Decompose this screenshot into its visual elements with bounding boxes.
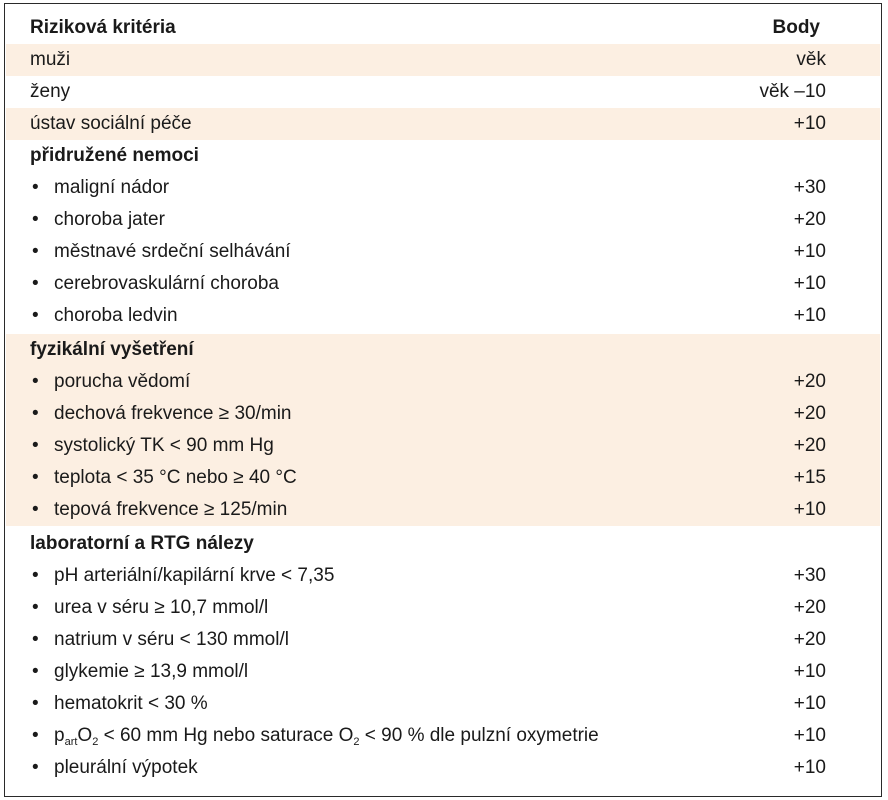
row-points: +30 bbox=[793, 177, 826, 198]
row-points: +10 bbox=[793, 693, 826, 714]
row-points: +15 bbox=[793, 467, 826, 488]
row-label: • teplota < 35 °C nebo ≥ 40 °C bbox=[32, 467, 297, 488]
table-row bbox=[6, 560, 880, 592]
table-row bbox=[6, 236, 880, 268]
row-label: • cerebrovaskulární choroba bbox=[32, 273, 279, 294]
table-row bbox=[6, 494, 880, 526]
row-points: +20 bbox=[793, 371, 826, 392]
row-label: ženy bbox=[30, 81, 71, 102]
row-points: +10 bbox=[793, 725, 826, 746]
table-row bbox=[6, 592, 880, 624]
table-row bbox=[6, 462, 880, 494]
bullet-icon: • bbox=[32, 693, 39, 714]
table-row bbox=[6, 366, 880, 398]
row-points: +20 bbox=[793, 403, 826, 424]
table-row bbox=[6, 688, 880, 720]
bullet-icon: • bbox=[32, 403, 39, 424]
table-row bbox=[6, 204, 880, 236]
table-row bbox=[6, 720, 880, 752]
table-row bbox=[6, 76, 880, 108]
row-label: • systolický TK < 90 mm Hg bbox=[32, 435, 274, 456]
bullet-icon: • bbox=[32, 305, 39, 326]
row-points: +10 bbox=[793, 113, 826, 134]
bullet-icon: • bbox=[32, 177, 39, 198]
row-label: • $p_{art}O_2 < 60$ mm Hg nebo saturace $O_2 < 90$ % dle pulzní oxymetrie bbox=[32, 725, 599, 748]
bullet-icon: • bbox=[32, 209, 39, 230]
section-heading bbox=[6, 140, 880, 172]
bullet-icon: • bbox=[32, 241, 39, 262]
row-label: • hematokrit < 30 % bbox=[32, 693, 208, 714]
bullet-icon: • bbox=[32, 629, 39, 650]
row-points: +20 bbox=[793, 629, 826, 650]
row-label: • glykemie ≥ 13,9 mmol/l bbox=[32, 661, 249, 682]
row-label: ústav sociální péče bbox=[30, 113, 192, 134]
row-points: +10 bbox=[793, 757, 826, 778]
row-label: • městnavé srdeční selhávání bbox=[32, 241, 291, 262]
row-points: +20 bbox=[793, 209, 826, 230]
row-points: věk bbox=[796, 49, 826, 70]
section-heading bbox=[6, 528, 880, 560]
table-row bbox=[6, 44, 880, 76]
section-title: fyzikální vyšetření bbox=[30, 339, 194, 360]
row-label: • natrium v séru < 130 mmol/l bbox=[32, 629, 289, 650]
table-row bbox=[6, 656, 880, 688]
row-label: muži bbox=[30, 49, 71, 70]
row-points: +10 bbox=[793, 499, 826, 520]
row-points: +20 bbox=[793, 597, 826, 618]
row-label: • porucha vědomí bbox=[32, 371, 191, 392]
criteria-header: Riziková kritéria bbox=[30, 17, 176, 38]
table-row bbox=[6, 398, 880, 430]
row-label: • choroba jater bbox=[32, 209, 165, 230]
table-row bbox=[6, 268, 880, 300]
section-title: laboratorní a RTG nálezy bbox=[30, 533, 254, 554]
row-label: • pH arteriální/kapilární krve < 7,35 bbox=[32, 565, 335, 586]
row-label: • maligní nádor bbox=[32, 177, 170, 198]
bullet-icon: • bbox=[32, 435, 39, 456]
row-points: +10 bbox=[793, 273, 826, 294]
risk-criteria-table bbox=[4, 3, 882, 797]
row-points: +20 bbox=[793, 435, 826, 456]
section-title: přidružené nemoci bbox=[30, 145, 199, 166]
row-label: • urea v séru ≥ 10,7 mmol/l bbox=[32, 597, 269, 618]
bullet-icon: • bbox=[32, 467, 39, 488]
table-row bbox=[6, 752, 880, 784]
bullet-icon: • bbox=[32, 661, 39, 682]
table-row bbox=[6, 172, 880, 204]
row-points: +10 bbox=[793, 661, 826, 682]
bullet-icon: • bbox=[32, 597, 39, 618]
row-label: • tepová frekvence ≥ 125/min bbox=[32, 499, 288, 520]
table-row bbox=[6, 108, 880, 140]
section-heading bbox=[6, 334, 880, 366]
row-label: • choroba ledvin bbox=[32, 305, 178, 326]
row-points: +30 bbox=[793, 565, 826, 586]
table-header bbox=[6, 12, 880, 44]
row-points: +10 bbox=[793, 241, 826, 262]
bullet-icon: • bbox=[32, 725, 39, 746]
bullet-icon: • bbox=[32, 371, 39, 392]
bullet-icon: • bbox=[32, 273, 39, 294]
bullet-icon: • bbox=[32, 565, 39, 586]
row-points: +10 bbox=[793, 305, 826, 326]
table-row bbox=[6, 624, 880, 656]
row-points: věk –10 bbox=[759, 81, 826, 102]
table-row bbox=[6, 430, 880, 462]
bullet-icon: • bbox=[32, 757, 39, 778]
table-row bbox=[6, 300, 880, 332]
bullet-icon: • bbox=[32, 499, 39, 520]
points-header: Body bbox=[772, 17, 820, 38]
row-label: • dechová frekvence ≥ 30/min bbox=[32, 403, 292, 424]
row-label: • pleurální výpotek bbox=[32, 757, 198, 778]
